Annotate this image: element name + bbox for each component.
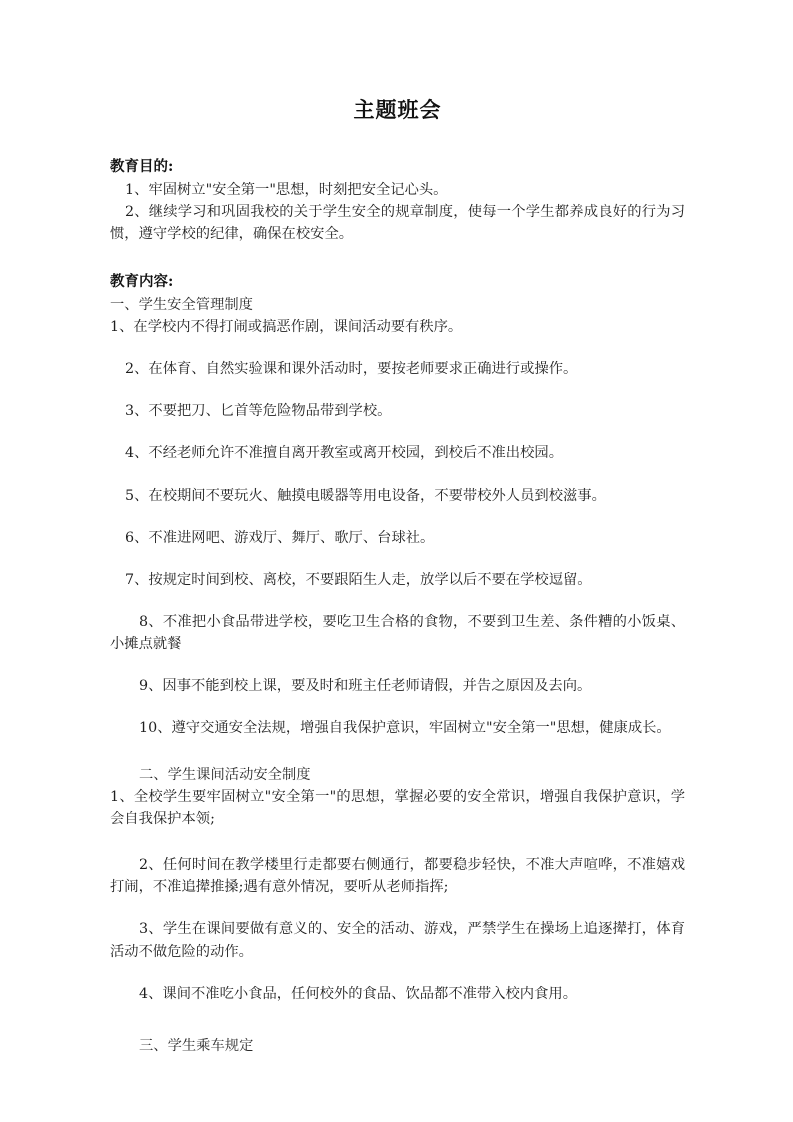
spacer [110, 245, 685, 271]
spacer [110, 963, 685, 983]
spacer [110, 898, 685, 918]
page-title: 主题班会 [353, 97, 442, 122]
rule-2-item-1: 1、全校学生要牢固树立"安全第一"的思想，掌握必要的安全常识，增强自我保护意识，学会自我保护本领; [110, 788, 685, 827]
rule-2-item-3: 3、学生在课间要做有意义的、安全的活动、游戏，严禁学生在操场上追逐撵打，体育活动不做危险的动作。 [110, 921, 685, 960]
spacer [110, 549, 685, 569]
purpose-item-1: 1、牢固树立"安全第一"思想，时刻把安全记心头。 [125, 181, 448, 198]
spacer [110, 740, 685, 764]
rule-1-item-7: 7、按规定时间到校、离校，不要跟陌生人走，放学以后不要在学校逗留。 [125, 571, 592, 588]
spacer [110, 465, 685, 485]
rule-1-item-5: 5、在校期间不要玩火、触摸电暖器等用电设备，不要带校外人员到校滋事。 [125, 487, 606, 504]
spacer [110, 591, 685, 611]
subsection-label-3: 三、学生乘车规定 [139, 1037, 254, 1054]
spacer [110, 697, 685, 717]
section-heading-content: 教育内容: [110, 273, 174, 291]
spacer [110, 507, 685, 527]
section-heading-purpose: 教育目的: [110, 158, 174, 176]
spacer [110, 655, 685, 675]
rule-2-item-2: 2、任何时间在教学楼里行走都要右侧通行，都要稳步轻快，不准大声喧哗，不准嬉戏打闹，不准追撵推搡;遇有意外情况，要听从老师指挥; [110, 857, 685, 896]
rule-1-item-6: 6、不准进网吧、游戏厅、舞厅、歌厅、台球社。 [125, 529, 435, 546]
rule-1-item-8: 8、不准把小食品带进学校，要吃卫生合格的食物，不要到卫生差、条件糟的小饭桌、小摊点就餐 [110, 614, 685, 653]
spacer [110, 338, 685, 358]
rule-1-item-10: 10、遵守交通安全法规，增强自我保护意识，牢固树立"安全第一"思想，健康成长。 [139, 720, 671, 737]
rule-1-item-2: 2、在体育、自然实验课和课外活动时，要按老师要求正确进行或操作。 [125, 361, 578, 378]
subsection-label-1: 一、学生安全管理制度 [110, 296, 253, 313]
rule-2-item-4: 4、课间不准吃小食品，任何校外的食品、饮品都不准带入校内食用。 [139, 985, 577, 1002]
spacer [110, 1005, 685, 1035]
rule-1-item-1: 1、在学校内不得打闹或搞恶作剧，课间活动要有秩序。 [110, 318, 463, 335]
spacer [110, 830, 685, 854]
spacer [110, 380, 685, 400]
subsection-label-2: 二、学生课间活动安全制度 [139, 766, 311, 783]
rule-1-item-3: 3、不要把刀、匕首等危险物品带到学校。 [125, 403, 392, 420]
rule-1-item-9: 9、因事不能到校上课，要及时和班主任老师请假，并告之原因及去向。 [139, 678, 592, 695]
purpose-item-2: 2、继续学习和巩固我校的关于学生安全的规章制度，使每一个学生都养成良好的行为习惯，遵守学校的纪律，确保在校安全。 [110, 203, 685, 243]
spacer [110, 422, 685, 442]
rule-1-item-4: 4、不经老师允许不准擅自离开教室或离开校园，到校后不准出校园。 [125, 445, 563, 462]
document-body [110, 0, 685, 1057]
spacer [110, 124, 685, 156]
